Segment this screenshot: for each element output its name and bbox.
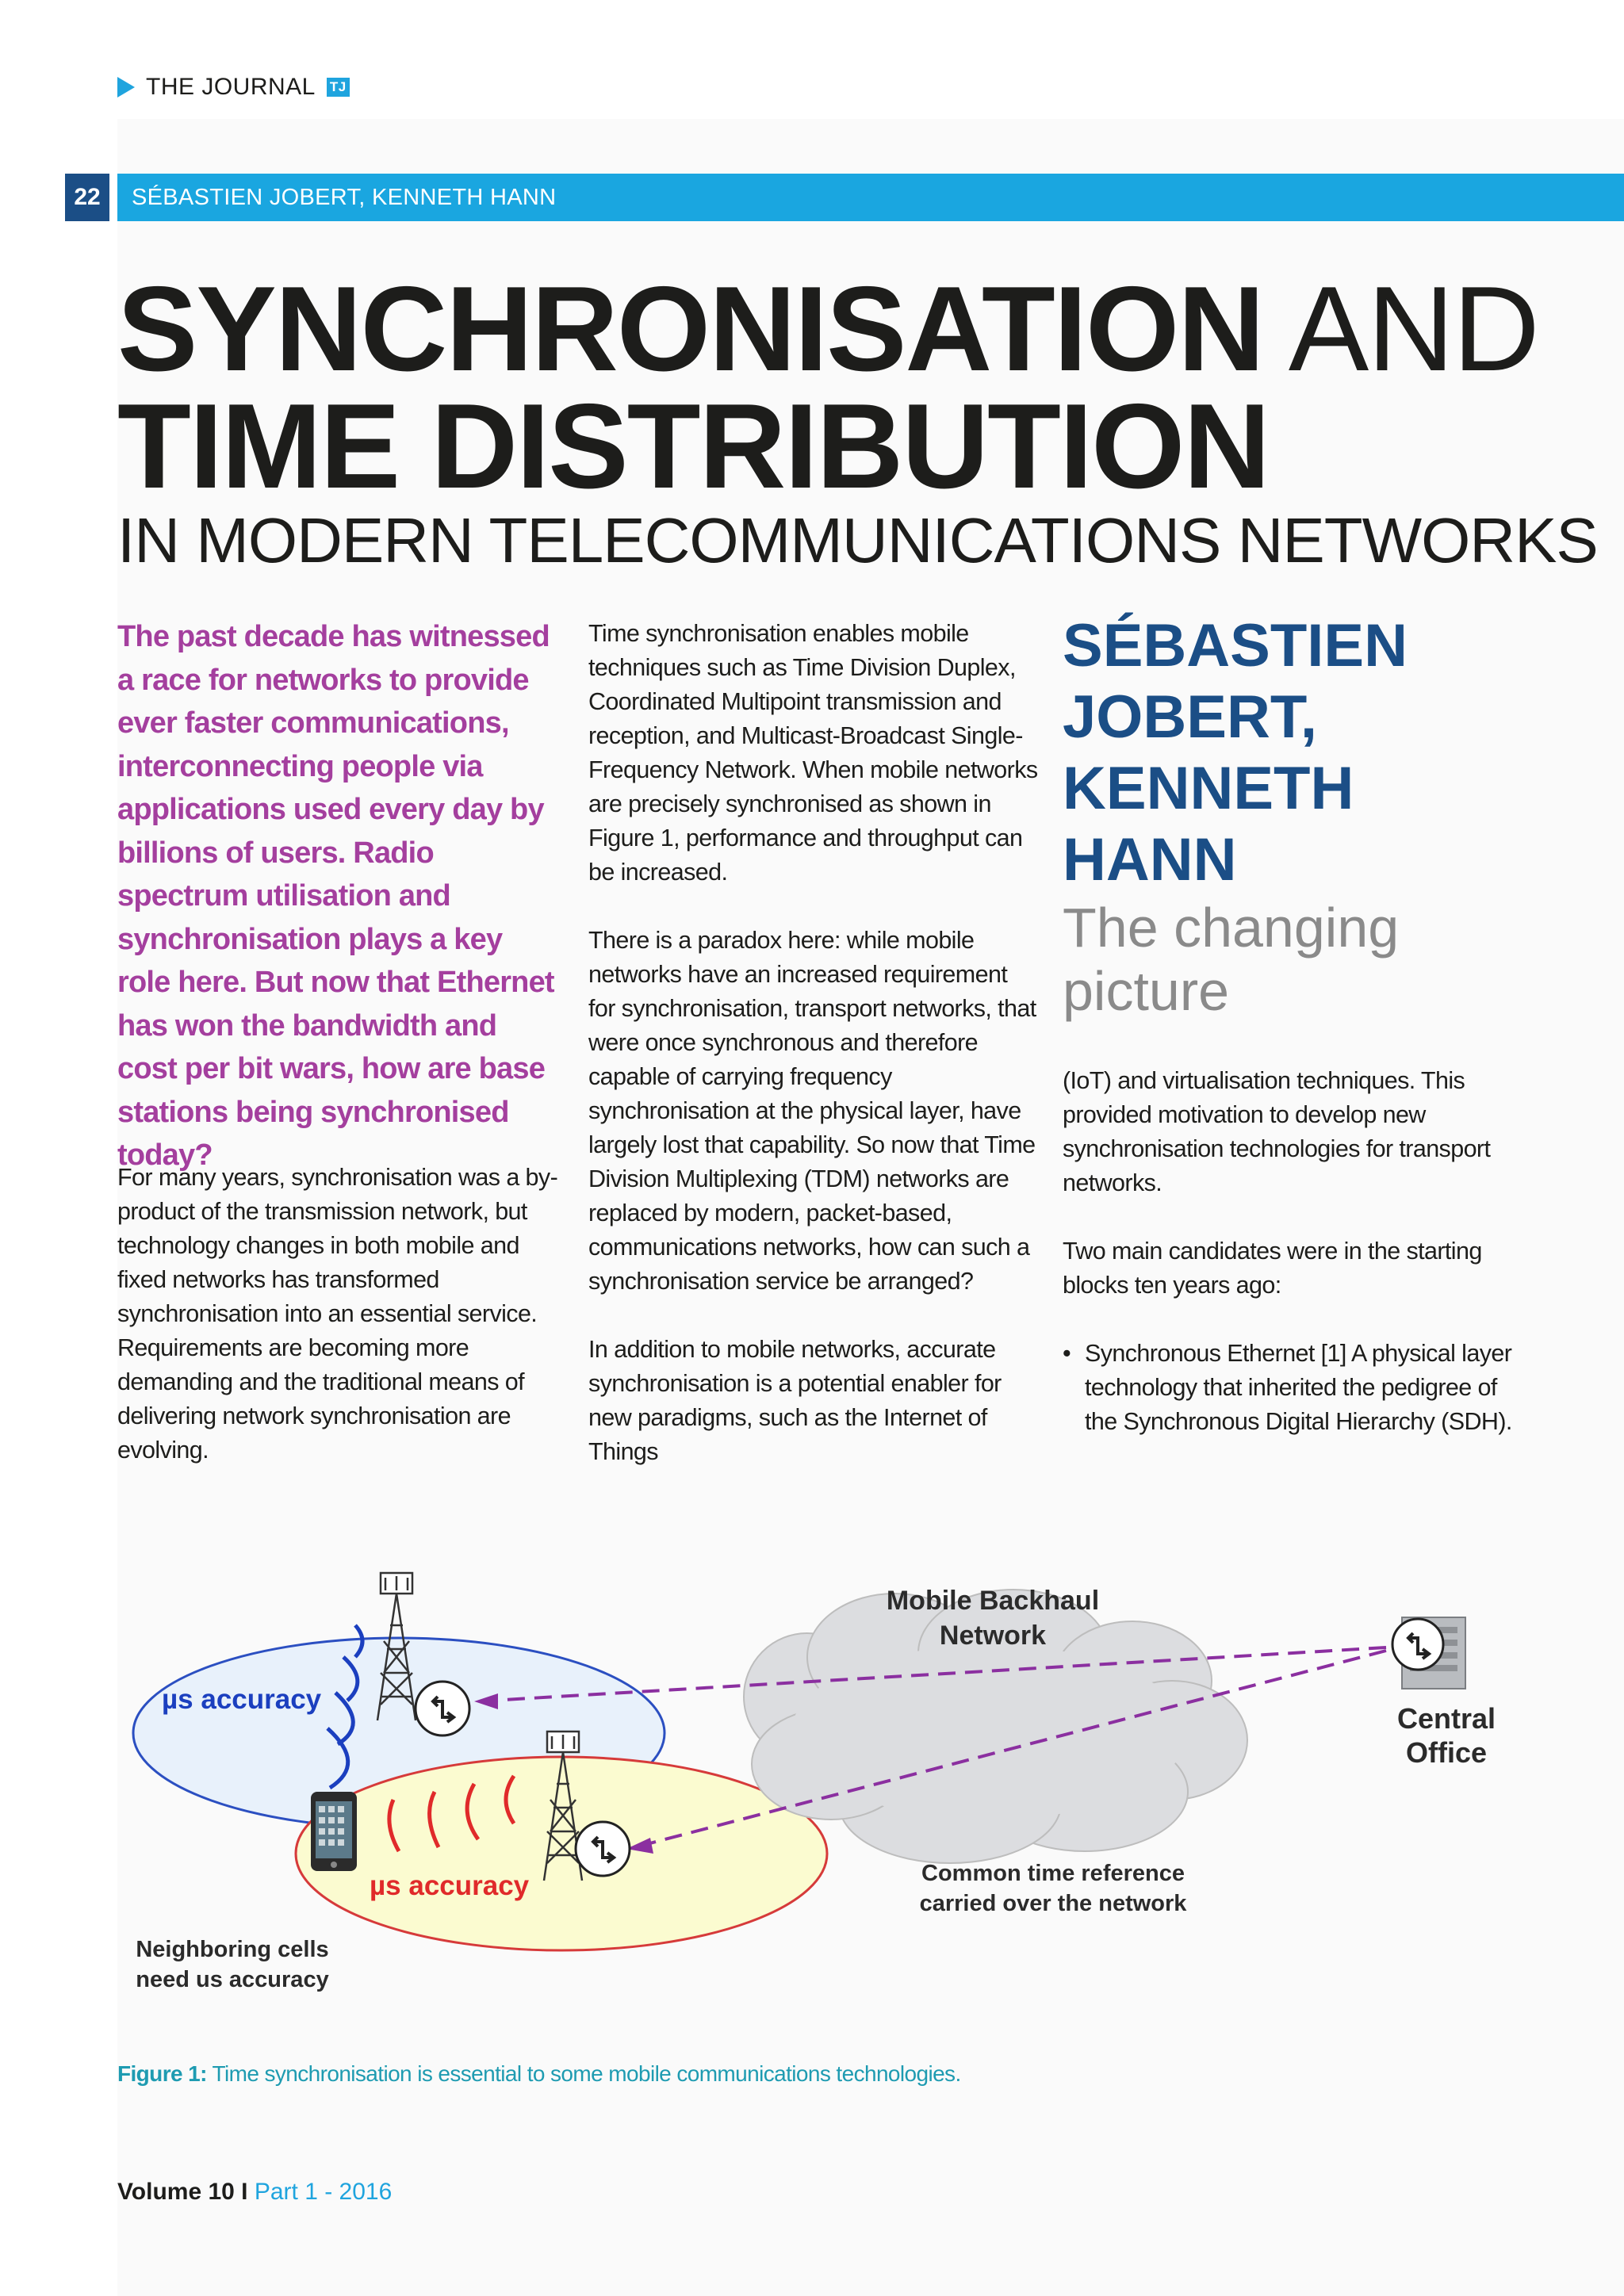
author-name-heading: SÉBASTIEN JOBERT, KENNETH HANN (1063, 612, 1408, 894)
figure-caption-text: Time synchronisation is essential to some mobile communications technologies. (206, 2061, 961, 2086)
column3-paragraph1: (IoT) and virtualisation techniques. This provided motivation to develop new synchronisation technologies for transport networks. (1063, 1067, 1491, 1196)
blue-accuracy-label: µs accuracy (162, 1684, 322, 1715)
article-title-line1 (117, 262, 1538, 396)
article-title-line2: TIME DISTRIBUTION (117, 379, 1270, 514)
section-subhead: The changing picture (1063, 897, 1400, 1022)
cloud-label-2: Network (939, 1621, 1047, 1651)
bullet-text: Synchronous Ethernet [1] A physical layer technology that inherited the pedigree of the Synchronous Digital Hierarchy (SDH). (1085, 1340, 1512, 1435)
footer-part: Part 1 - 2016 (247, 2179, 393, 2205)
column2-paragraph1: Time synchronisation enables mobile techniques such as Time Division Duplex, Coordinated Multipoint transmission and reception, and Multicast-Broadcast Single-Frequency Network. When mobile networks are precisely synchronised as shown in Figure 1, performance and throughput can be increased. (588, 620, 1038, 886)
journal-header (117, 73, 350, 101)
journal-badge: TJ (327, 78, 350, 97)
common-time-label-2: carried over the network (919, 1891, 1187, 1916)
figure-diagram (117, 1538, 1529, 2030)
bullet-dot-icon: • (1063, 1340, 1071, 1367)
footer-volume: Volume 10 I (117, 2179, 248, 2205)
column1-paragraph: For many years, synchronisation was a by-product of the transmission network, but technology changes in both mobile and fixed networks has transformed synchronisation into an essential service. Requirements are becoming more demanding and the traditional means of delivering network synchronisation are evolving. (117, 1164, 558, 1464)
common-time-label-1: Common time reference (921, 1861, 1185, 1886)
page-number: 22 (65, 174, 109, 221)
mobile-phone-icon (311, 1792, 357, 1871)
title-bold-word: SYNCHRONISATION (117, 262, 1264, 396)
central-office-server-icon (1392, 1617, 1465, 1689)
authors-bar: SÉBASTIEN JOBERT, KENNETH HANN (117, 174, 1624, 221)
bullet-item (1063, 1337, 1522, 1439)
title-light-word: AND (1263, 262, 1538, 396)
article-subtitle: IN MODERN TELECOMMUNICATIONS NETWORKS (117, 505, 1598, 576)
central-office-label-2: Office (1405, 1736, 1488, 1769)
page-footer (117, 2179, 392, 2206)
figure-caption (117, 2061, 961, 2087)
column2-paragraph2: There is a paradox here: while mobile networks have an increased requirement for synchronisation, transport networks, that were once synchronous and therefore capable of carrying frequency synchronisation at the physical layer, have largely lost that capability. So now that Time Division Multiplexing (TDM) networks are replaced by modern, packet-based, communications networks, how can such a synchronisation service be arranged? (588, 927, 1036, 1295)
neighbor-label-1: Neighboring cells (136, 1937, 329, 1962)
journal-label: THE JOURNAL (146, 74, 316, 100)
lead-paragraph: The past decade has witnessed a race for networks to provide ever faster communications, interconnecting people via applications used every day by billions of users. Radio spectrum utilisation and synchronisation plays a key role here. But now that Ethernet has won the bandwidth and cost per bit wars, how are base stations being synchronised today? (117, 620, 554, 1172)
yellow-cell-ellipse (296, 1757, 827, 1950)
central-office-label-1: Central (1396, 1702, 1496, 1735)
column2 (588, 617, 1039, 1469)
column3 (1063, 1064, 1522, 1439)
column3-paragraph2: Two main candidates were in the starting blocks ten years ago: (1063, 1238, 1482, 1299)
figure-caption-label: Figure 1: (117, 2061, 207, 2086)
cloud-label-1: Mobile Backhaul (886, 1586, 1100, 1616)
play-triangle-icon (117, 77, 135, 98)
column2-paragraph3: In addition to mobile networks, accurate synchronisation is a potential enabler for new paradigms, such as the Internet of Things (588, 1336, 1002, 1465)
red-accuracy-label: µs accuracy (370, 1870, 530, 1901)
neighbor-label-2: need us accuracy (136, 1967, 329, 1992)
